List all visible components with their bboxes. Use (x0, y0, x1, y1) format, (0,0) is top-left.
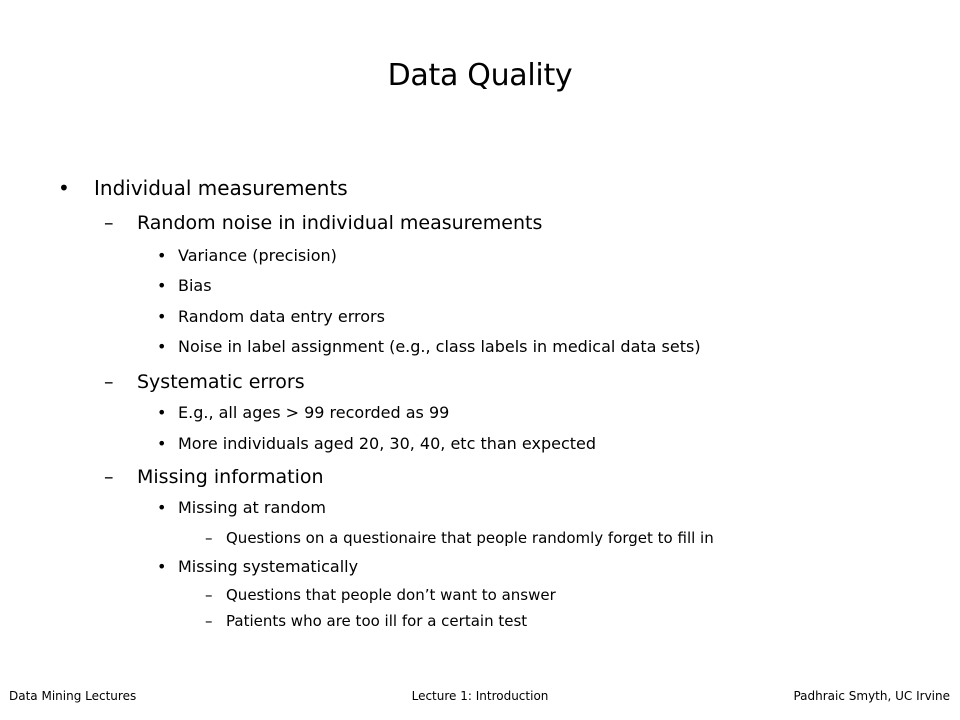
dash-marker: – (205, 529, 213, 547)
item-more-individuals-aged: More individuals aged 20, 30, 40, etc than expected (178, 434, 597, 453)
item-questions-randomly-forget: Questions on a questionaire that people randomly forget to fill in (226, 529, 714, 547)
subbullet-random-noise: Random noise in individual measurements (137, 212, 543, 234)
subbullet-missing-information: Missing information (137, 466, 324, 488)
slide-title: Data Quality (387, 58, 573, 93)
bullet-marker: • (157, 276, 167, 295)
item-questions-dont-want-to-answer: Questions that people don’t want to answer (226, 586, 556, 604)
item-patients-too-ill: Patients who are too ill for a certain test (226, 612, 528, 630)
item-random-data-entry-errors: Random data entry errors (178, 307, 385, 326)
item-noise-in-label-assignment: Noise in label assignment (e.g., class labels in medical data sets) (178, 337, 701, 356)
bullet-marker: • (157, 246, 167, 265)
bullet-marker: • (157, 307, 167, 326)
footer-center: Lecture 1: Introduction (411, 689, 549, 703)
item-missing-at-random: Missing at random (178, 498, 326, 517)
bullet-marker: • (58, 176, 70, 200)
bullet-marker: • (157, 434, 167, 453)
item-variance: Variance (precision) (178, 246, 337, 265)
item-ages-recorded-as-99: E.g., all ages > 99 recorded as 99 (178, 403, 450, 422)
subbullet-systematic-errors: Systematic errors (137, 371, 305, 393)
dash-marker: – (104, 371, 114, 393)
dash-marker: – (104, 466, 114, 488)
dash-marker: – (205, 586, 213, 604)
bullet-marker: • (157, 337, 167, 356)
bullet-marker: • (157, 498, 167, 517)
footer-left: Data Mining Lectures (9, 689, 137, 703)
dash-marker: – (205, 612, 213, 630)
bullet-marker: • (157, 557, 167, 576)
bullet-marker: • (157, 403, 167, 422)
bullet-individual-measurements: Individual measurements (94, 176, 348, 200)
dash-marker: – (104, 212, 114, 234)
item-bias: Bias (178, 276, 212, 295)
item-missing-systematically: Missing systematically (178, 557, 359, 576)
footer-right: Padhraic Smyth, UC Irvine (793, 689, 950, 703)
